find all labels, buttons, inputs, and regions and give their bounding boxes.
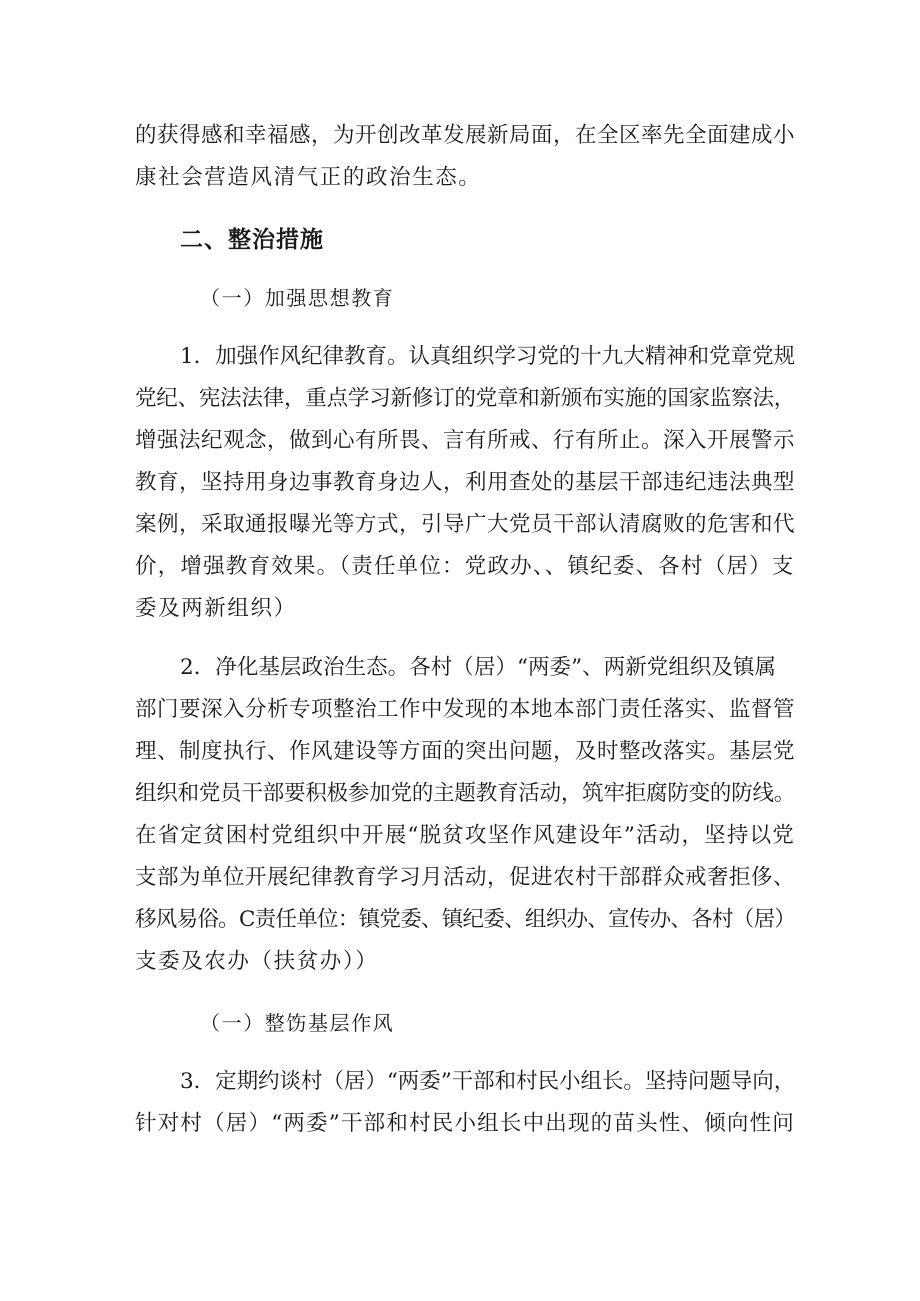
item1-line-7: 委及两新组织） xyxy=(135,596,297,621)
item1-line-3: 增强法纪观念，做到心有所畏、言有所戒、行有所止。深入开展警示 xyxy=(135,428,796,453)
item1-line-2: 党纪、宪法法律，重点学习新修订的党章和新颁布实施的国家监察法， xyxy=(135,386,796,411)
item2-line-7: 移风易俗。C责任单位：镇党委、镇纪委、组织办、宣传办、各村（居） xyxy=(135,907,796,932)
item2-line-1: 2．净化基层政治生态。各村（居）“两委”、两新党组织及镇属 xyxy=(180,655,777,680)
item2-line-5: 在省定贫困村党组织中开展“脱贫攻坚作风建设年”活动，坚持以党 xyxy=(135,823,795,848)
item2-line-2: 部门要深入分析专项整治工作中发现的本地本部门责任落实、监督管 xyxy=(135,697,796,722)
section-heading: 二、整治措施 xyxy=(180,227,324,253)
subsection-heading-1: （一）加强思想教育 xyxy=(200,286,395,310)
item2-line-8: 支委及农办（扶贫办）） xyxy=(135,949,379,974)
item3-line-2: 针对村（居）“两委”干部和村民小组长中出现的苗头性、倾向性问 xyxy=(135,1111,795,1136)
intro-line-2: 康社会营造风清气正的政治生态。 xyxy=(135,165,482,190)
item1-line-4: 教育，坚持用身边事教育身边人，利用查处的基层干部违纪违法典型 xyxy=(135,470,796,495)
intro-line-1: 的获得感和幸福感，为开创改革发展新局面，在全区率先全面建成小 xyxy=(135,123,796,148)
item2-line-3: 理、制度执行、作风建设等方面的突出问题，及时整改落实。基层党 xyxy=(135,739,796,764)
item3-line-1: 3．定期约谈村（居）“两委”干部和村民小组长。坚持问题导向， xyxy=(180,1069,796,1094)
item1-line-5: 案例，采取通报曝光等方式，引导广大党员干部认清腐败的危害和代 xyxy=(135,512,796,537)
item2-line-4: 组织和党员干部要积极参加党的主题教育活动，筑牢拒腐防变的防线。 xyxy=(135,781,796,806)
item1-line-6: 价，增强教育效果。（责任单位：党政办、、镇纪委、各村（居）支 xyxy=(135,554,795,579)
item2-line-6: 支部为单位开展纪律教育学习月活动，促进农村干部群众戒奢拒侈、 xyxy=(135,865,796,890)
item1-line-1: 1．加强作风纪律教育。认真组织学习党的十九大精神和党章党规 xyxy=(180,344,796,369)
subsection-heading-2: （一）整饬基层作风 xyxy=(200,1011,395,1035)
